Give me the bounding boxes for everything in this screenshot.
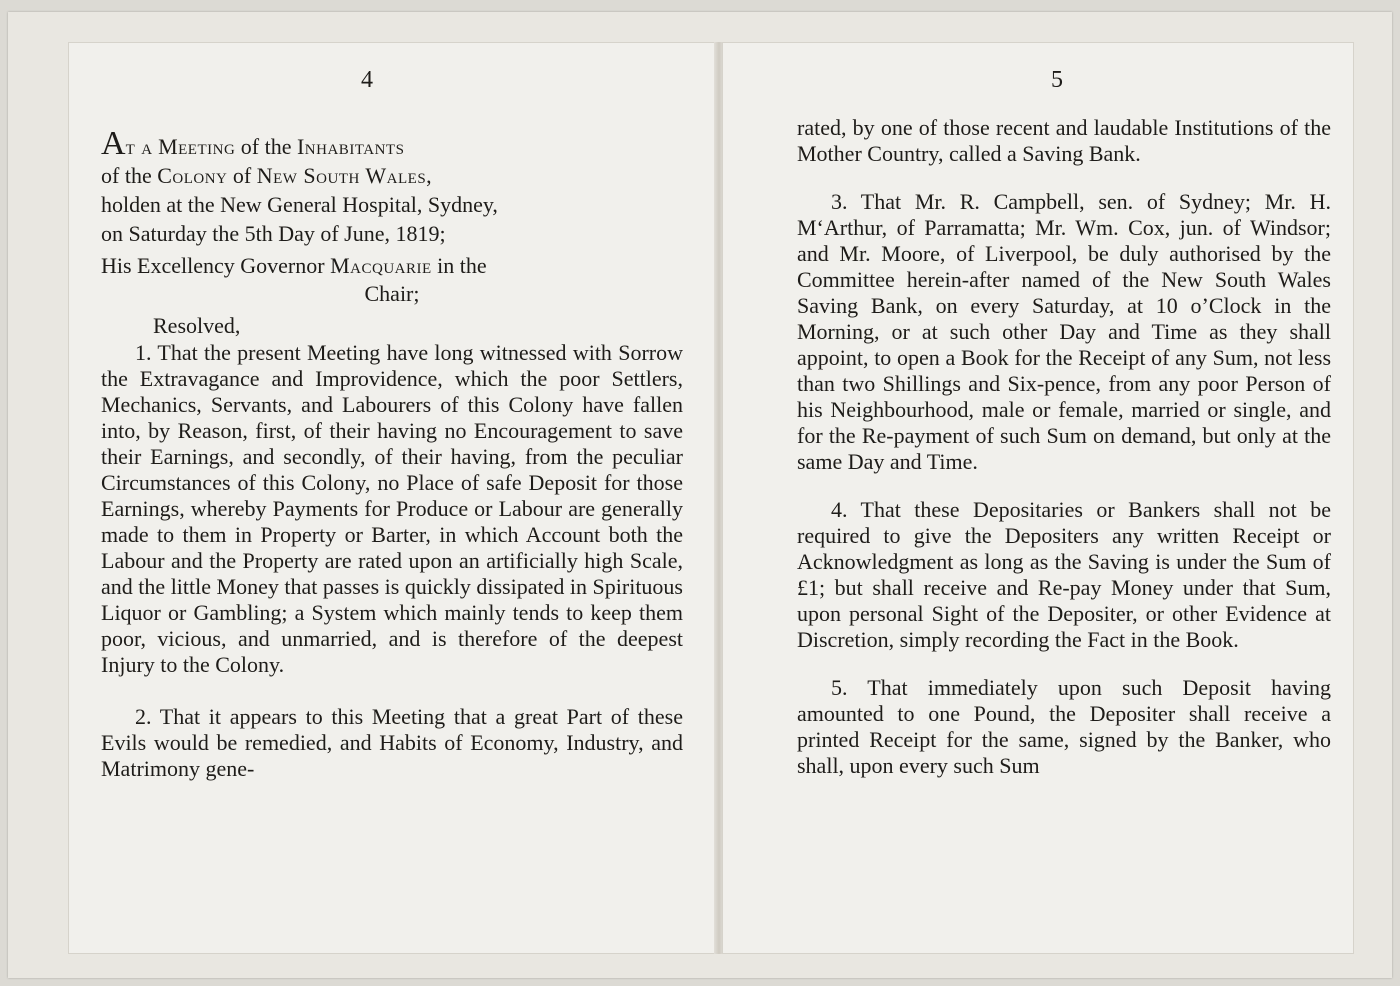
heading-word-inhabitants: Inhabitants [296,134,405,159]
heading-word-nsw: New South Wales, [256,163,433,188]
heading-line2-pre: of the [101,163,152,188]
chair-governor-name: Macquarie [330,253,432,278]
chair-post: in the [437,253,487,278]
heading-initial: A [101,125,126,162]
document-sheet [8,12,1392,978]
heading-line2-of: of [232,163,252,188]
resolution-5: 5. That immediately upon such Deposit having amounted to one Pound, the Depositer shall receive a printed Receipt for the same, signed by the Banker, who shall, upon every such Sum [797,675,1331,778]
page-number-right: 5 [1051,67,1064,93]
resolution-2-continued: rated, by one of those recent and laudable Institutions of the Mother Country, called a Saving Bank. [797,115,1331,166]
resolution-3: 3. That Mr. R. Campbell, sen. of Sydney; Mr. H. M‘Arthur, of Parramatta; Mr. Wm. Cox, jun. of Windsor; and Mr. Moore, of Liverpool, be duly authorised by the Committee herein-after named of the New South Wales Saving Bank, on every Saturday, at 10 o’Clock in the Morning, or at such other Day and Time as they shall appoint, to open a Book for the Receipt of any Sum, not less than two Shillings and Six-pence, from any poor Person of his Neighbourhood, male or female, married or single, and for the Re-payment of such Sum on demand, but only at the same Day and Time. [797,189,1331,474]
resolved-label: Resolved, [153,313,241,338]
resolution-1: 1. That the present Meeting have long witnessed with Sorrow the Extravagance and Improvidence, which the poor Settlers, Mechanics, Servants, and Labourers of this Colony have fallen into, by Reason, first, of their having no Encouragement to save their Earnings, and secondly, of their having, from the peculiar Circumstances of this Colony, no Place of safe Deposit for those Earnings, whereby Payments for Produce or Labour are generally made to them in Property or Barter, in which Account both the Labour and the Property are rated upon an artificially high Scale, and the little Money that passes is quickly dissipated in Spirituous Liquor or Gambling; a System which mainly tends to keep them poor, vicious, and unmarried, and is therefore of the deepest Injury to the Colony. [101,340,683,677]
right-page-text [797,115,1331,779]
heading-word-meeting: Meeting [158,134,236,159]
meeting-heading [101,125,683,248]
right-page [722,42,1354,954]
page-number-left: 4 [361,67,374,93]
heading-venue: holden at the New General Hospital, Sydney, [101,192,498,217]
resolution-2: 2. That it appears to this Meeting that a great Part of these Evils would be remedied, and Habits of Economy, Industry, and Matrimony gene- [101,704,683,781]
left-page-text [101,125,683,782]
heading-date: on Saturday the 5th Day of June, 1819; [101,221,446,246]
left-page [68,42,716,954]
chair-word: Chair; [364,281,420,306]
heading-of-the: of the [240,134,292,159]
chair-pre: His Excellency Governor [101,253,325,278]
resolution-4: 4. That these Depositaries or Bankers shall not be required to give the Depositers any written Receipt or Acknowledgment as long as the Saving is under the Sum of £1; but shall receive and Re-pay Money under that Sum, upon personal Sight of the Depositer, or other Evidence at Discretion, simply recording the Fact in the Book. [797,497,1331,652]
heading-initial-rest: t a [125,134,153,159]
chair-line [101,252,683,308]
heading-word-colony: Colony [157,163,228,188]
